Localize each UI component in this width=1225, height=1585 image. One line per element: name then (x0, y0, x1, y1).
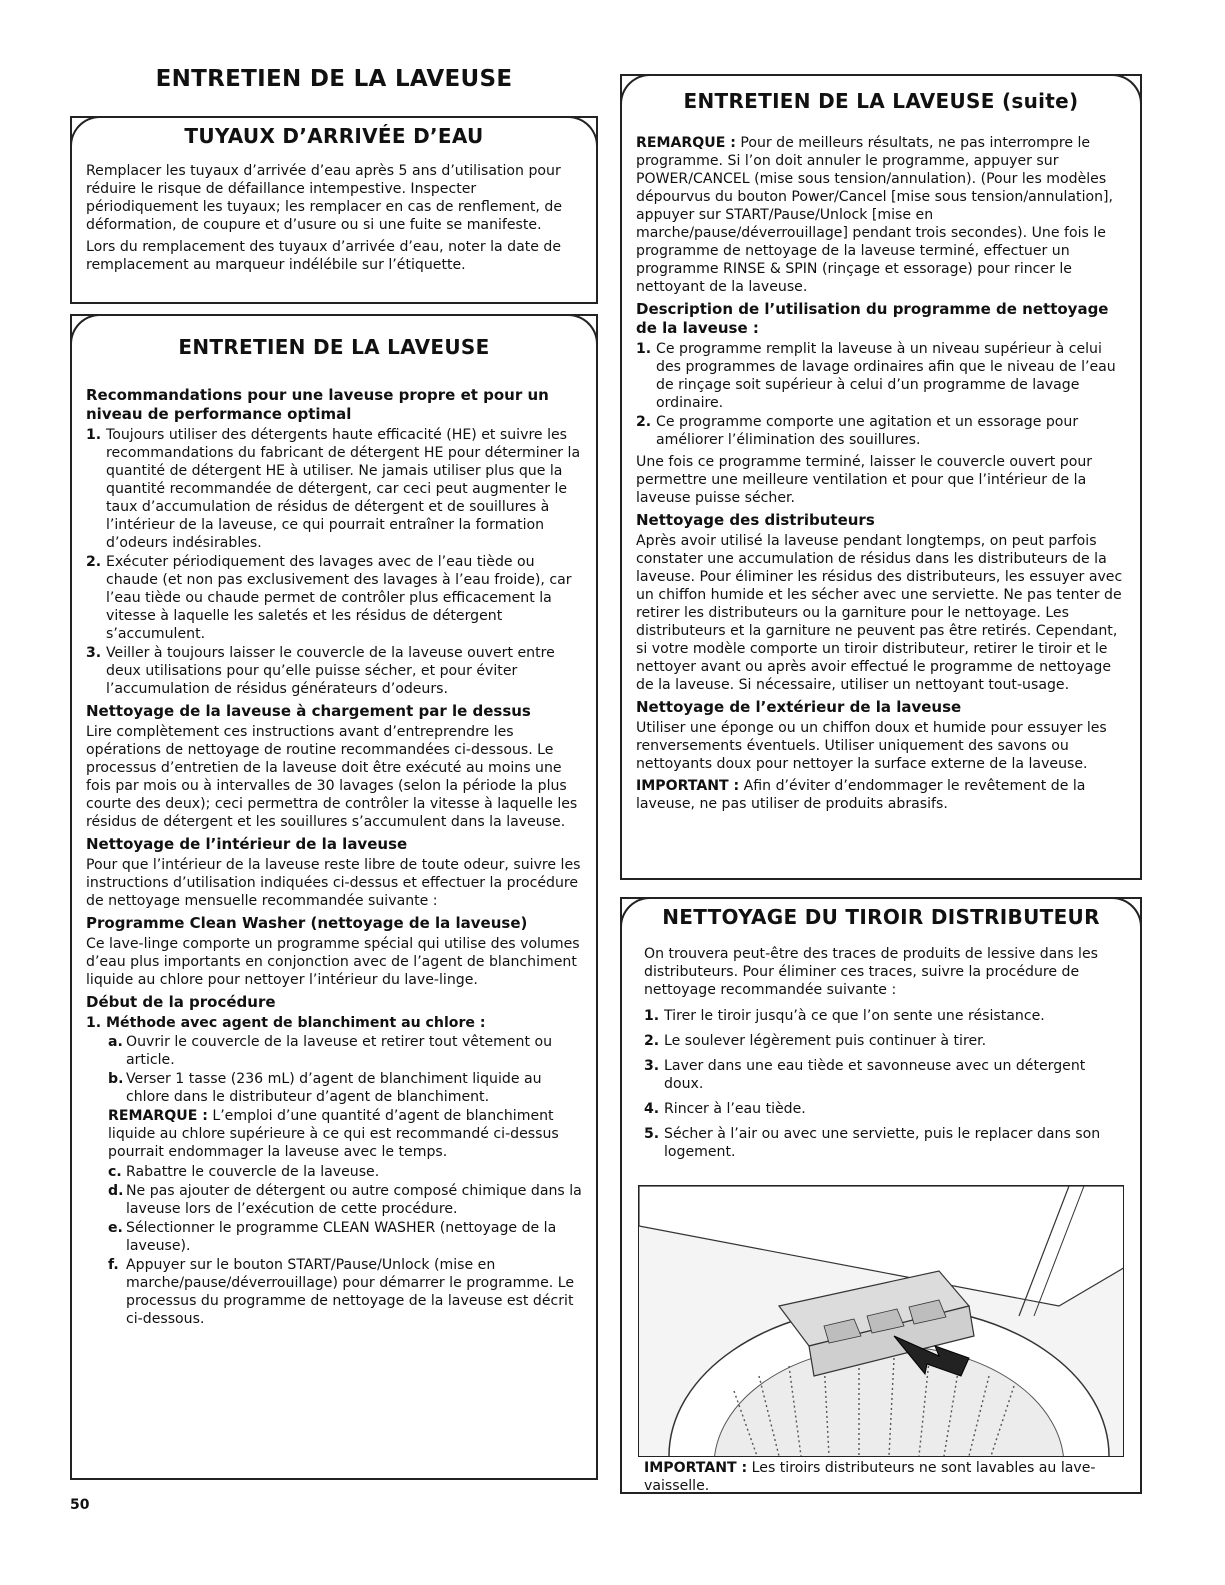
suite-section (620, 74, 1142, 880)
tiroir-section (620, 897, 1142, 1494)
entretien-section (70, 314, 598, 1480)
tuyaux-paragraph-1: Remplacer les tuyaux d’arrivée d’eau après 5 ans d’utilisation pour réduire le risque de défaillance intempestive. Inspecter périodiquement les tuyaux; les remplacer en cas de renflement, de déformation, de coupure et d’usure ou si une fuite se manifeste. (86, 163, 562, 233)
tiroir-steps (644, 1007, 1128, 1161)
tiroir-heading: NETTOYAGE DU TIROIR DISTRIBUTEUR (620, 897, 1142, 935)
list-item: 1. Toujours utiliser des détergents haute efficacité (HE) et suivre les recommandations du fabricant de détergent HE pour déterminer la quantité de détergent HE à utiliser. Ne jamais utiliser plus que la quantité recommandée de détergent, car ceci peut augmenter le taux d’accumulation de résidus de détergent et de souillures à l’intérieur de la laveuse, ce qui pourrait entraîner la formation d’odeurs indésirables. (86, 427, 581, 551)
tuyaux-section (70, 116, 598, 304)
entretien-heading: ENTRETIEN DE LA LAVEUSE (70, 314, 598, 376)
suite-remarque: REMARQUE : Pour de meilleurs résultats, ne pas interrompre le programme. Si l’on doit annuler le programme, appuyer sur POWER/CANCEL (mise sous tension/annulation). (Pour les modèles dépourvus du bouton Power/Cancel [mise sous tension/annulation], appuyer sur START/Pause/Unlock [mise en marche/pause/déverrouillage] pendant trois secondes). Une fois le programme de nettoyage de la laveuse terminé, effectuer un programme RINSE & SPIN (rinçage et essorage) pour rincer le nettoyant de la laveuse. (636, 135, 1114, 295)
exterieur-important: IMPORTANT : Afin d’éviter d’endommager le revêtement de la laveuse, ne pas utiliser de produits abrasifs. (636, 778, 1086, 812)
debut-heading: Début de la procédure (86, 993, 276, 1011)
tuyaux-paragraph-2: Lors du remplacement des tuyaux d’arrivée d’eau, noter la date de remplacement au marqueur indélébile sur l’étiquette. (86, 239, 562, 273)
recommandations-list (86, 426, 584, 698)
list-item: c. Rabattre le couvercle de la laveuse. (108, 1164, 380, 1180)
list-item: a. Ouvrir le couvercle de la laveuse et retirer tout vêtement ou article. (108, 1034, 553, 1068)
programme-text: Ce lave-linge comporte un programme spécial qui utilise des volumes d’eau plus importants en conjonction avec de l’agent de blanchiment liquide au chlore pour nettoyer l’intérieur du lave-linge. (86, 936, 580, 988)
list-item: b. Verser 1 tasse (236 mL) d’agent de blanchiment liquide au chlore dans le distributeur d’agent de blanchiment. (108, 1071, 542, 1105)
distributeurs-heading: Nettoyage des distributeurs (636, 511, 875, 529)
list-item: 3. Veiller à toujours laisser le couvercle de la laveuse ouvert entre deux utilisations pour qu’elle puisse sécher, et pour éviter l’accumulation de résidus générateurs d’odeurs. (86, 645, 555, 697)
description-heading: Description de l’utilisation du programme de nettoyage de la laveuse : (636, 300, 1109, 337)
distributeurs-text: Après avoir utilisé la laveuse pendant longtemps, on peut parfois constater une accumulation de résidus dans les distributeurs de la laveuse. Pour éliminer les résidus des distributeurs, les essuyer avec un chiffon humide et les sécher avec une serviette. Ne pas tenter de retirer les distributeurs ou la garniture pour le nettoyage. Les distributeurs et la garniture ne peuvent pas être retirés. Cependant, si votre modèle comporte un tiroir distributeur, retirer le tiroir et le nettoyer avant ou après avoir effectué le programme de nettoyage de la laveuse. Si nécessaire, utiliser un nettoyant tout-usage. (636, 533, 1123, 693)
tuyaux-heading: TUYAUX D’ARRIVÉE D’EAU (70, 116, 598, 156)
description-list (636, 340, 1128, 449)
list-item: 1. Ce programme remplit la laveuse à un niveau supérieur à celui des programmes de lavage ordinaires afin que le niveau de l’eau de rinçage soit supérieur à celui d’un programme de lavage ordinaire. (636, 341, 1116, 411)
tiroir-intro: On trouvera peut-être des traces de produits de lessive dans les distributeurs. Pour éliminer ces traces, suivre la procédure de nettoyage recommandée suivante : (644, 946, 1098, 998)
method-item: 1. Méthode avec agent de blanchiment au chlore : (86, 1015, 486, 1031)
recommandations-heading: Recommandations pour une laveuse propre et pour un niveau de performance optimal (86, 386, 549, 423)
exterieur-text: Utiliser une éponge ou un chiffon doux et humide pour essuyer les renversements éventuels. Utiliser uniquement des savons ou nettoyants doux pour nettoyer la surface externe de la laveuse. (636, 720, 1107, 772)
chargement-text: Lire complètement ces instructions avant d’entreprendre les opérations de nettoyage de routine recommandées ci-dessous. Le processus d’entretien de la laveuse doit être exécuté au moins une fois par mois ou à intervalles de 30 lavages (selon la période la plus courte des deux); ceci permettra de contrôler la vitesse à laquelle les résidus de détergent et les souillures s’accumulent dans la laveuse. (86, 724, 578, 830)
list-item: d. Ne pas ajouter de détergent ou autre composé chimique dans la laveuse lors de l’exécution de cette procédure. (108, 1183, 582, 1217)
list-item: 2. Ce programme comporte une agitation et un essorage pour améliorer l’élimination des souillures. (636, 414, 1079, 448)
list-item: f. Appuyer sur le bouton START/Pause/Unlock (mise en marche/pause/déverrouillage) pour démarrer le programme. Le processus du programme de nettoyage de la laveuse est décrit ci-dessous. (108, 1257, 575, 1327)
list-item: 4. Rincer à l’eau tiède. (644, 1101, 806, 1117)
steps-list-cf (108, 1163, 584, 1328)
remarque-note: REMARQUE : L’emploi d’une quantité d’agent de blanchiment liquide au chlore supérieure à ce qui est recommandé ci-dessus pourrait endommager la laveuse avec le temps. (108, 1108, 559, 1160)
list-item: 1. Tirer le tiroir jusqu’à ce que l’on sente une résistance. (644, 1008, 1045, 1024)
interieur-heading: Nettoyage de l’intérieur de la laveuse (86, 835, 408, 853)
list-item: e. Sélectionner le programme CLEAN WASHER (nettoyage de la laveuse). (108, 1220, 557, 1254)
list-item: 5. Sécher à l’air ou avec une serviette, puis le replacer dans son logement. (644, 1126, 1101, 1160)
page-title: ENTRETIEN DE LA LAVEUSE (155, 66, 513, 92)
exterieur-heading: Nettoyage de l’extérieur de la laveuse (636, 698, 962, 716)
list-item: 2. Le soulever légèrement puis continuer à tirer. (644, 1033, 987, 1049)
tiroir-important: IMPORTANT : Les tiroirs distributeurs ne sont lavables au lave-vaisselle. (644, 1460, 1096, 1494)
description-after: Une fois ce programme terminé, laisser le couvercle ouvert pour permettre une meilleure ventilation et pour que l’intérieur de la laveuse puisse sécher. (636, 454, 1093, 506)
list-item: 3. Laver dans une eau tiède et savonneuse avec un détergent doux. (644, 1058, 1086, 1092)
steps-list-ab (108, 1033, 584, 1106)
suite-heading: ENTRETIEN DE LA LAVEUSE (suite) (620, 74, 1142, 128)
programme-heading: Programme Clean Washer (nettoyage de la laveuse) (86, 914, 528, 932)
page-number: 50 (70, 1497, 90, 1513)
chargement-heading: Nettoyage de la laveuse à chargement par le dessus (86, 702, 531, 720)
dispenser-drawer-illustration (638, 1185, 1124, 1457)
list-item: 2. Exécuter périodiquement des lavages avec de l’eau tiède ou chaude (et non pas exclusivement des lavages à l’eau froide), car l’eau tiède ou chaude permet de contrôler plus efficacement la vitesse à laquelle les saletés et les résidus de détergent s’accumulent. (86, 554, 572, 642)
interieur-text: Pour que l’intérieur de la laveuse reste libre de toute odeur, suivre les instructions d’utilisation indiquées ci-dessus et effectuer la procédure de nettoyage mensuelle recommandée suivante : (86, 857, 581, 909)
